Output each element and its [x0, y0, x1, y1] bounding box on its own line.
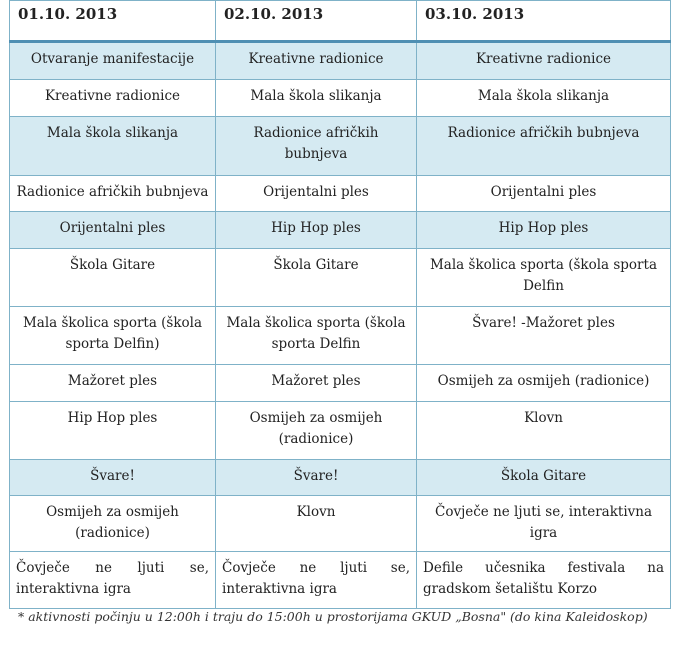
activity-cell: Kreativne radionice — [216, 42, 417, 80]
footnote: * aktivnosti počinju u 12:00h i traju do 15:00h u prostorijama GKUD „Bosna" (do kina Kaleidoskop) — [18, 609, 648, 624]
activity-cell: Radionice afričkih bubnjeva — [216, 117, 417, 176]
activity-cell: Osmijeh za osmijeh (radionice) — [10, 496, 216, 552]
activity-cell: Orijentalni ples — [10, 212, 216, 249]
activity-cell: Mala škola slikanja — [10, 117, 216, 176]
date-header: 03.10. 2013 — [417, 1, 671, 42]
activity-cell: Osmijeh za osmijeh (radionice) — [417, 365, 671, 402]
activity-cell: Čovječe ne ljuti se, interaktivna igra — [10, 552, 216, 609]
schedule-table-wrapper — [9, 0, 670, 609]
activity-cell: Švare! — [10, 460, 216, 496]
header-row — [10, 1, 671, 42]
activity-cell: Hip Hop ples — [417, 212, 671, 249]
schedule-body — [10, 42, 671, 609]
activity-cell: Mažoret ples — [216, 365, 417, 402]
activity-cell: Mažoret ples — [10, 365, 216, 402]
schedule-table — [9, 0, 671, 609]
activity-cell: Mala škola slikanja — [216, 80, 417, 117]
table-row — [10, 249, 671, 307]
activity-cell: Osmijeh za osmijeh (radionice) — [216, 402, 417, 460]
table-row — [10, 496, 671, 552]
activity-cell: Otvaranje manifestacije — [10, 42, 216, 80]
activity-cell: Čovječe ne ljuti se, interaktivna igra — [216, 552, 417, 609]
table-row — [10, 402, 671, 460]
date-header: 01.10. 2013 — [10, 1, 216, 42]
activity-cell: Švare! -Mažoret ples — [417, 307, 671, 365]
activity-cell: Čovječe ne ljuti se, interaktivna igra — [417, 496, 671, 552]
table-row — [10, 460, 671, 496]
activity-cell: Škola Gitare — [10, 249, 216, 307]
activity-cell: Švare! — [216, 460, 417, 496]
activity-cell: Škola Gitare — [216, 249, 417, 307]
activity-cell: Orijentalni ples — [417, 176, 671, 212]
table-row — [10, 117, 671, 176]
activity-cell: Radionice afričkih bubnjeva — [417, 117, 671, 176]
activity-cell: Klovn — [417, 402, 671, 460]
activity-cell: Radionice afričkih bubnjeva — [10, 176, 216, 212]
table-row — [10, 307, 671, 365]
date-header: 02.10. 2013 — [216, 1, 417, 42]
table-row — [10, 552, 671, 609]
activity-cell: Škola Gitare — [417, 460, 671, 496]
activity-cell: Klovn — [216, 496, 417, 552]
activity-cell: Kreativne radionice — [10, 80, 216, 117]
table-row — [10, 365, 671, 402]
activity-cell: Orijentalni ples — [216, 176, 417, 212]
activity-cell: Hip Hop ples — [216, 212, 417, 249]
table-row — [10, 212, 671, 249]
table-row — [10, 176, 671, 212]
activity-cell: Kreativne radionice — [417, 42, 671, 80]
activity-cell: Defile učesnika festivala na gradskom šetalištu Korzo — [417, 552, 671, 609]
activity-cell: Mala škola slikanja — [417, 80, 671, 117]
table-row — [10, 42, 671, 80]
activity-cell: Mala školica sporta (škola sporta Delfin — [417, 249, 671, 307]
table-row — [10, 80, 671, 117]
activity-cell: Mala školica sporta (škola sporta Delfin) — [10, 307, 216, 365]
activity-cell: Mala školica sporta (škola sporta Delfin — [216, 307, 417, 365]
activity-cell: Hip Hop ples — [10, 402, 216, 460]
